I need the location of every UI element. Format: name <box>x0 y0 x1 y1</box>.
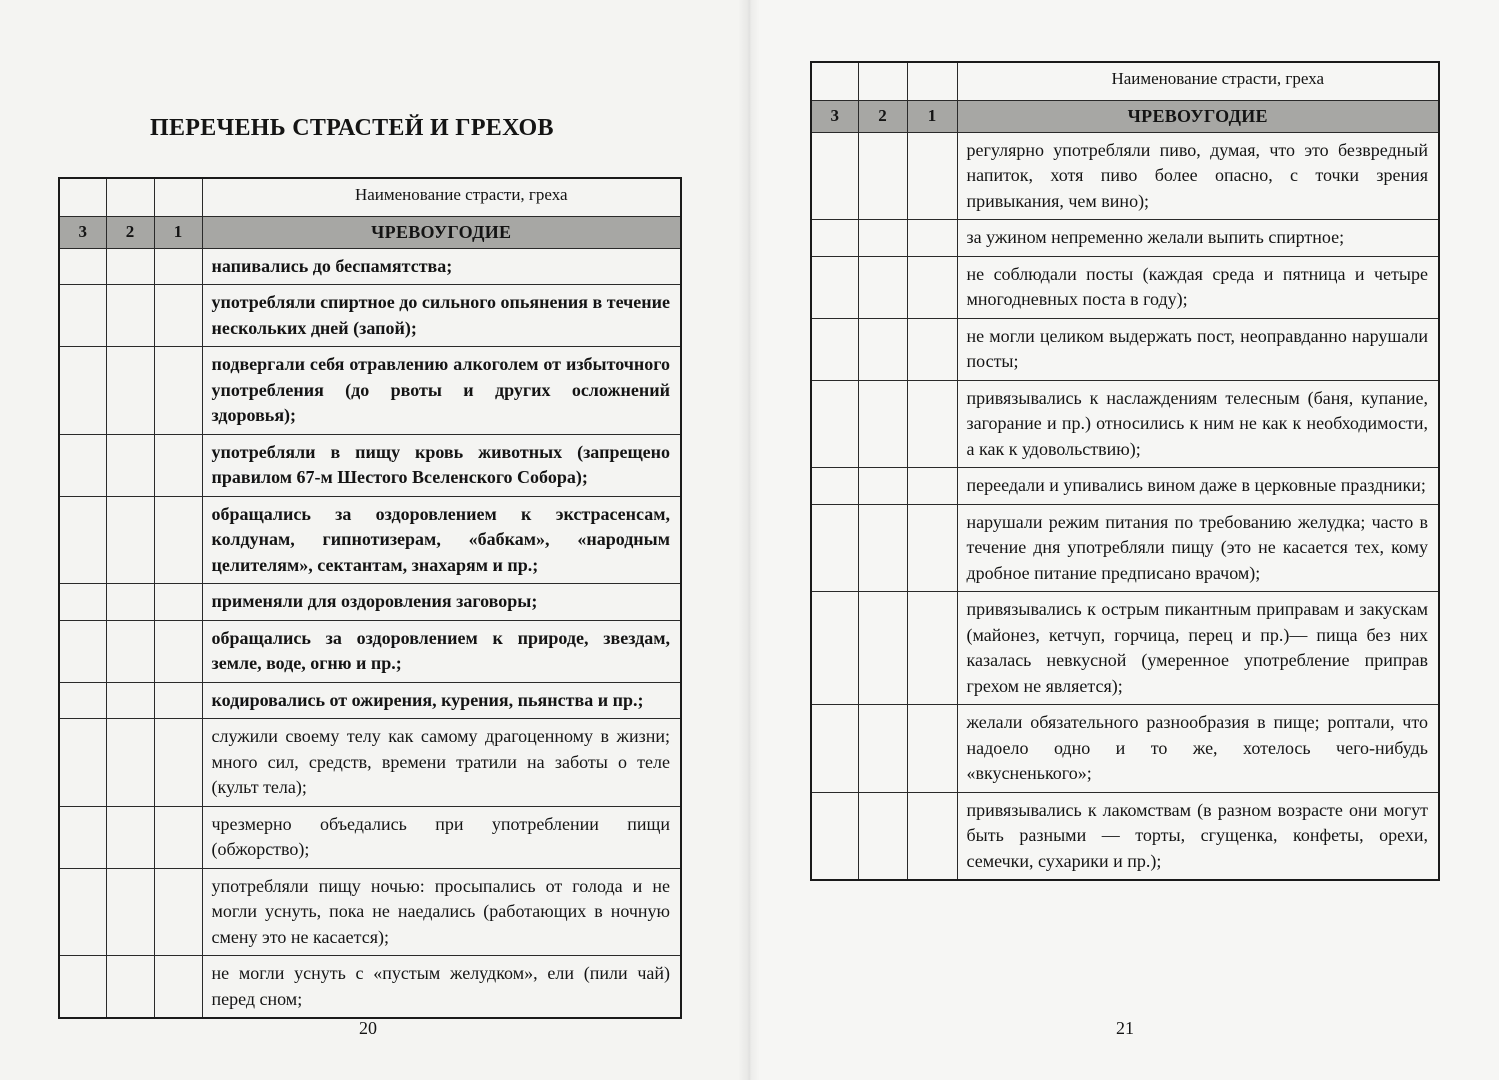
sin-text: нарушали режим питания по требованию желудка; часто в течение дня употребляли пищу (это не касается тех, кому дробное питание предписано врачом); <box>957 504 1439 592</box>
mark-cell-2[interactable] <box>858 504 907 592</box>
table-row <box>811 318 1439 380</box>
table-row <box>59 806 681 868</box>
mark-cell-1[interactable] <box>154 868 202 956</box>
sin-text: регулярно употребляли пиво, думая, что это безвредный напиток, хотя пиво более опасно, с точки зрения привыкания, чем вино); <box>957 132 1439 220</box>
mark-cell-3[interactable] <box>811 318 858 380</box>
table-row <box>811 792 1439 880</box>
mark-cell-3[interactable] <box>59 496 106 584</box>
sin-text: привязывались к острым пикантным приправам и закускам (майонез, кетчуп, горчица, перец и пр.)— пища без них казалась невкусной (умеренное употребление приправ грехом не является); <box>957 592 1439 705</box>
mark-cell-2[interactable] <box>106 956 154 1019</box>
mark-cell-2[interactable] <box>106 496 154 584</box>
mark-cell-1[interactable] <box>154 285 202 347</box>
sin-text: желали обязательного разнообразия в пище; роптали, что надоело одно и то же, хотелось чего-нибудь «вкусненького»; <box>957 705 1439 793</box>
table-row <box>59 682 681 719</box>
sins-table-right <box>810 61 1440 881</box>
sin-text: обращались за оздоровлением к экстрасенсам, колдунам, гипнотизерам, «бабкам», «народным целителям», сектантам, знахарям и пр.; <box>202 496 681 584</box>
column-2-header: 2 <box>858 100 907 132</box>
table-row <box>811 504 1439 592</box>
mark-cell-1[interactable] <box>154 347 202 435</box>
sin-text: за ужином непременно желали выпить спиртное; <box>957 220 1439 257</box>
mark-cell-2[interactable] <box>858 256 907 318</box>
mark-cell-3[interactable] <box>811 792 858 880</box>
mark-cell-3[interactable] <box>811 132 858 220</box>
mark-cell-3[interactable] <box>59 620 106 682</box>
mark-cell-3[interactable] <box>59 285 106 347</box>
mark-cell-1[interactable] <box>907 256 957 318</box>
mark-cell-3[interactable] <box>811 504 858 592</box>
sin-text: применяли для оздоровления заговоры; <box>202 584 681 621</box>
category-label: ЧРЕВОУГОДИЕ <box>202 216 681 248</box>
mark-cell-3[interactable] <box>59 806 106 868</box>
mark-cell-1[interactable] <box>154 496 202 584</box>
table-row <box>59 347 681 435</box>
category-label: ЧРЕВОУГОДИЕ <box>957 100 1439 132</box>
sin-text: не могли целиком выдержать пост, неоправданно нарушали посты; <box>957 318 1439 380</box>
column-3-header: 3 <box>811 100 858 132</box>
mark-cell-1[interactable] <box>907 380 957 468</box>
table-row <box>59 868 681 956</box>
mark-cell-2[interactable] <box>858 792 907 880</box>
mark-cell-3[interactable] <box>811 468 858 505</box>
mark-cell-3[interactable] <box>811 220 858 257</box>
sin-text: употребляли спиртное до сильного опьянения в течение нескольких дней (запой); <box>202 285 681 347</box>
mark-cell-1[interactable] <box>154 434 202 496</box>
page-number: 21 <box>1116 1018 1134 1038</box>
mark-cell-3[interactable] <box>811 256 858 318</box>
mark-cell-2[interactable] <box>858 132 907 220</box>
mark-cell-2[interactable] <box>858 705 907 793</box>
column-1-header: 1 <box>907 100 957 132</box>
mark-cell-3[interactable] <box>59 248 106 285</box>
table-header-label: Наименование страсти, греха <box>957 62 1439 100</box>
mark-cell-3[interactable] <box>59 682 106 719</box>
mark-cell-2[interactable] <box>106 248 154 285</box>
mark-cell-2[interactable] <box>106 434 154 496</box>
table-row <box>59 434 681 496</box>
sin-text: употребляли пищу ночью: просыпались от голода и не могли уснуть, пока не наедались (работающих в ночную смену это не касается); <box>202 868 681 956</box>
mark-cell-3[interactable] <box>811 592 858 705</box>
sin-text: не соблюдали посты (каждая среда и пятница и четыре многодневных поста в году); <box>957 256 1439 318</box>
sins-table-left <box>58 177 682 1019</box>
mark-cell-1[interactable] <box>154 248 202 285</box>
mark-cell-1[interactable] <box>907 318 957 380</box>
mark-cell-1[interactable] <box>907 792 957 880</box>
sin-text: обращались за оздоровлением к природе, звездам, земле, воде, огню и пр.; <box>202 620 681 682</box>
table-row <box>59 584 681 621</box>
mark-cell-2[interactable] <box>106 584 154 621</box>
column-2-header: 2 <box>106 216 154 248</box>
table-header-row <box>59 178 681 216</box>
page-title: ПЕРЕЧЕНЬ СТРАСТЕЙ И ГРЕХОВ <box>150 115 554 141</box>
category-row <box>59 216 681 248</box>
table-row <box>811 705 1439 793</box>
mark-cell-2[interactable] <box>858 380 907 468</box>
page-number: 20 <box>359 1018 377 1038</box>
sin-text: кодировались от ожирения, курения, пьянства и пр.; <box>202 682 681 719</box>
mark-cell-3[interactable] <box>59 584 106 621</box>
mark-cell-1[interactable] <box>907 504 957 592</box>
book-gutter <box>738 0 760 1080</box>
mark-cell-3[interactable] <box>811 380 858 468</box>
sin-text: привязывались к наслаждениям телесным (баня, купание, загорание и пр.) относились к ним не как к необходимости, а как к удовольствию); <box>957 380 1439 468</box>
mark-cell-1[interactable] <box>907 468 957 505</box>
table-row <box>811 256 1439 318</box>
mark-cell-1[interactable] <box>154 682 202 719</box>
sin-text: чрезмерно объедались при употреблении пищи (обжорство); <box>202 806 681 868</box>
mark-cell-2[interactable] <box>106 868 154 956</box>
mark-cell-1[interactable] <box>907 132 957 220</box>
mark-cell-2[interactable] <box>858 468 907 505</box>
mark-cell-3[interactable] <box>59 956 106 1019</box>
table-row <box>811 468 1439 505</box>
mark-cell-2[interactable] <box>106 347 154 435</box>
mark-cell-1[interactable] <box>907 705 957 793</box>
mark-cell-2[interactable] <box>106 620 154 682</box>
right-page <box>748 0 1499 1080</box>
table-header-row <box>811 62 1439 100</box>
mark-cell-1[interactable] <box>154 719 202 807</box>
mark-cell-2[interactable] <box>106 806 154 868</box>
table-row <box>59 496 681 584</box>
mark-cell-1[interactable] <box>154 956 202 1019</box>
mark-cell-2[interactable] <box>858 318 907 380</box>
mark-cell-1[interactable] <box>154 806 202 868</box>
sin-text: употребляли в пищу кровь животных (запрещено правилом 67-м Шестого Вселенского Собора); <box>202 434 681 496</box>
sin-text: подвергали себя отравлению алкоголем от избыточного употребления (до рвоты и других осложнений здоровья); <box>202 347 681 435</box>
mark-cell-2[interactable] <box>858 592 907 705</box>
table-row <box>59 620 681 682</box>
sin-text: служили своему телу как самому драгоценному в жизни; много сил, средств, времени тратили на заботы о теле (культ тела); <box>202 719 681 807</box>
table-row <box>811 380 1439 468</box>
mark-cell-1[interactable] <box>154 584 202 621</box>
mark-cell-1[interactable] <box>907 220 957 257</box>
mark-cell-2[interactable] <box>106 285 154 347</box>
mark-cell-3[interactable] <box>59 347 106 435</box>
table-row <box>59 956 681 1019</box>
sin-text: напивались до беспамятства; <box>202 248 681 285</box>
mark-cell-3[interactable] <box>811 705 858 793</box>
sin-text: не могли уснуть с «пустым желудком», ели (пили чай) перед сном; <box>202 956 681 1019</box>
category-row <box>811 100 1439 132</box>
table-row <box>59 719 681 807</box>
table-header-label: Наименование страсти, греха <box>202 178 681 216</box>
left-page <box>0 0 748 1080</box>
column-1-header: 1 <box>154 216 202 248</box>
sin-text: переедали и упивались вином даже в церковные праздники; <box>957 468 1439 505</box>
table-row <box>811 132 1439 220</box>
table-row <box>811 592 1439 705</box>
mark-cell-2[interactable] <box>106 719 154 807</box>
table-row <box>59 285 681 347</box>
mark-cell-3[interactable] <box>59 868 106 956</box>
mark-cell-2[interactable] <box>858 220 907 257</box>
mark-cell-2[interactable] <box>106 682 154 719</box>
column-3-header: 3 <box>59 216 106 248</box>
mark-cell-1[interactable] <box>154 620 202 682</box>
mark-cell-3[interactable] <box>59 719 106 807</box>
table-row <box>59 248 681 285</box>
mark-cell-3[interactable] <box>59 434 106 496</box>
sin-text: привязывались к лакомствам (в разном возрасте они могут быть разными — торты, сгущенка, конфеты, орехи, семечки, сухарики и пр.); <box>957 792 1439 880</box>
mark-cell-1[interactable] <box>907 592 957 705</box>
table-row <box>811 220 1439 257</box>
